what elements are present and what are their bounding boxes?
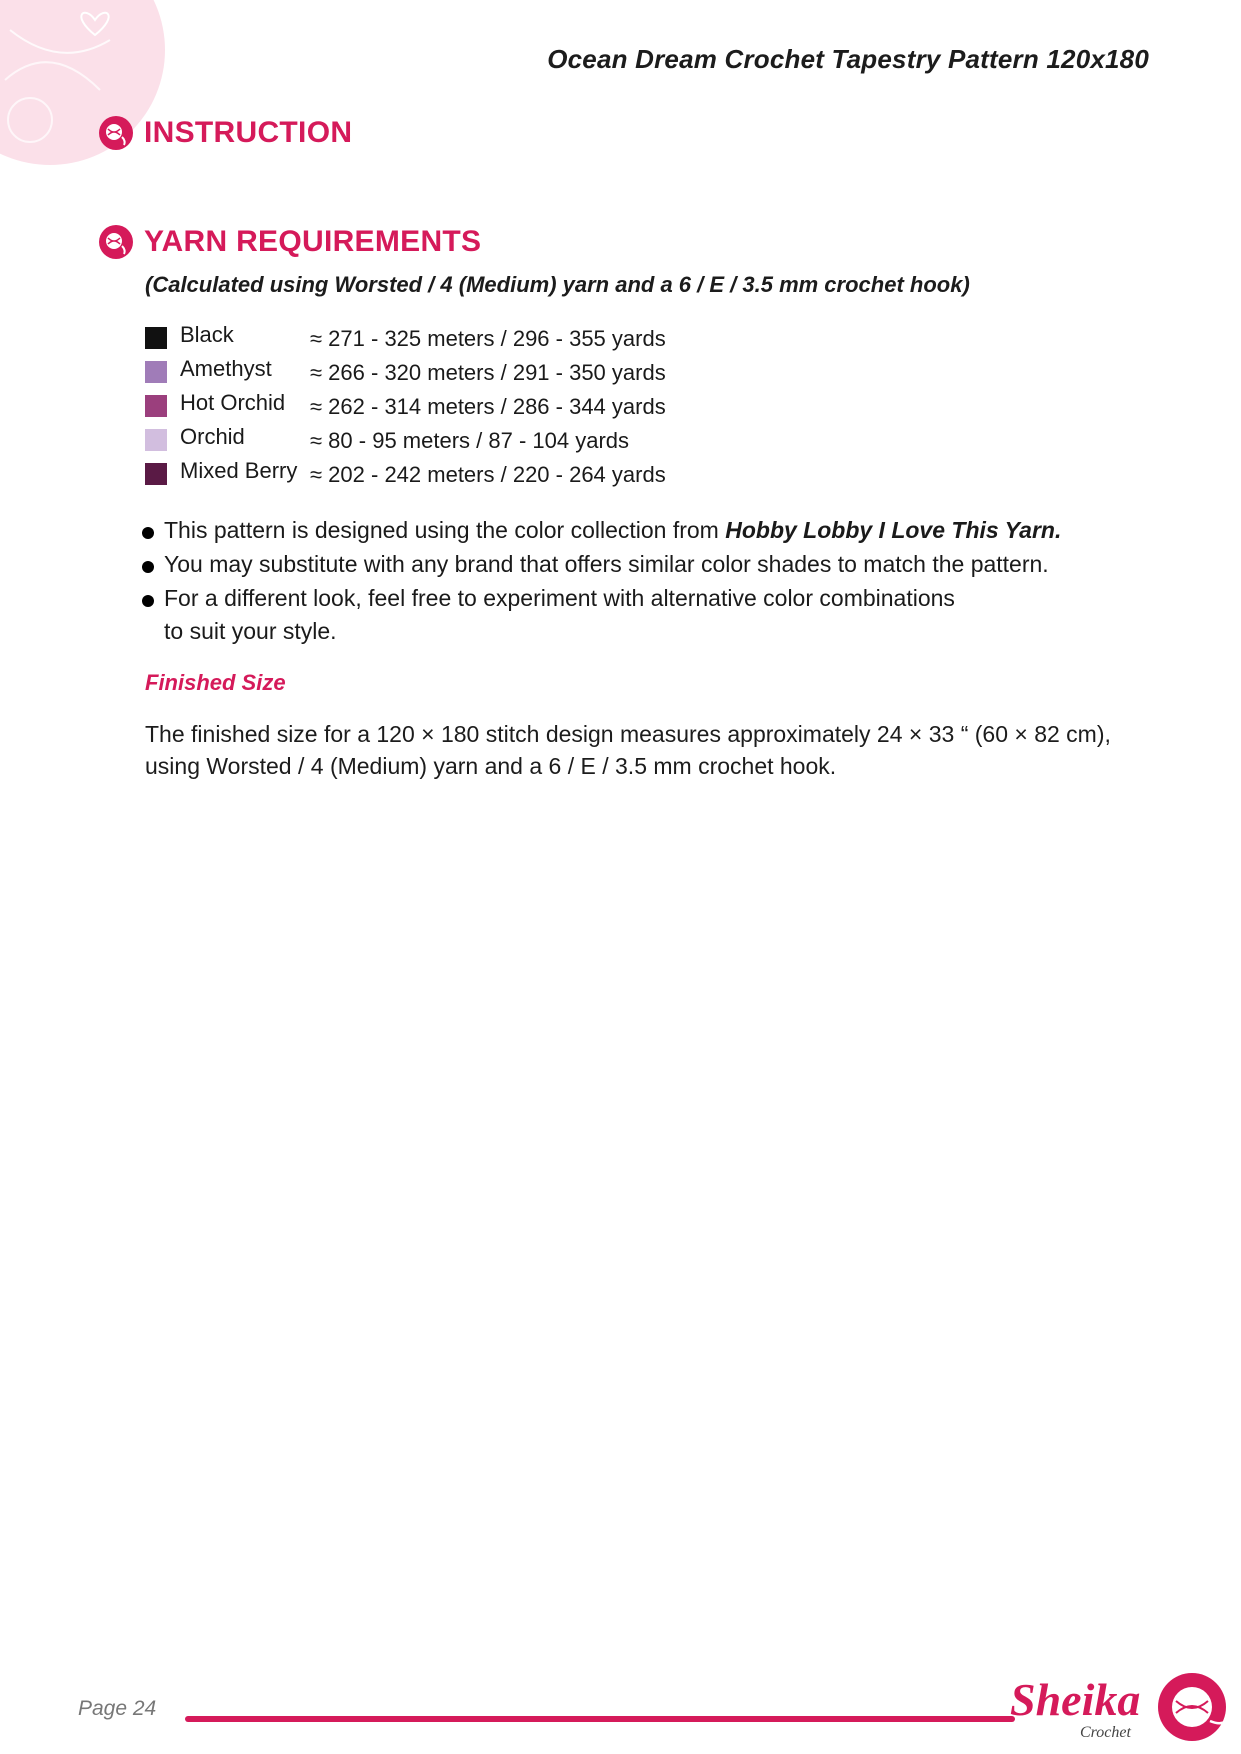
yarn-amount: ≈ 271 - 325 meters / 296 - 355 yards <box>310 326 666 351</box>
yarn-ball-icon <box>98 224 134 260</box>
yarn-ball-icon <box>98 115 134 151</box>
color-swatch <box>145 327 167 349</box>
yarn-name: Black <box>180 322 234 347</box>
list-item <box>140 548 1140 581</box>
bullet-text-continued: to suit your style. <box>164 618 337 644</box>
yarn-name: Hot Orchid <box>180 390 286 415</box>
yarn-requirements-heading <box>98 224 481 260</box>
yarn-row-black <box>145 322 845 356</box>
color-swatch <box>145 463 167 485</box>
bullet-text: You may substitute with any brand that offers similar color shades to match the pattern. <box>164 551 1049 577</box>
yarn-row-orchid <box>145 424 845 458</box>
finished-size-line: using Worsted / 4 (Medium) yarn and a 6 / E / 3.5 mm crochet hook. <box>145 753 837 779</box>
bullet-text: For a different look, feel free to experiment with alternative color combinations <box>164 585 955 611</box>
yarn-row-amethyst <box>145 356 845 390</box>
yarn-amount: ≈ 202 - 242 meters / 220 - 264 yards <box>310 462 666 487</box>
logo-sub: Crochet <box>1080 1724 1131 1741</box>
yarn-name: Mixed Berry <box>180 458 298 483</box>
brand-logo <box>1010 1665 1240 1745</box>
instruction-title: INSTRUCTION <box>144 116 353 149</box>
color-swatch <box>145 429 167 451</box>
yarn-requirements-title: YARN REQUIREMENTS <box>144 225 482 258</box>
yarn-amount: ≈ 262 - 314 meters / 286 - 344 yards <box>310 394 666 419</box>
yarn-amount: ≈ 80 - 95 meters / 87 - 104 yards <box>310 428 629 453</box>
list-item <box>140 582 1140 648</box>
finished-size-title: Finished Size <box>145 670 286 695</box>
bullet-icon <box>142 561 154 573</box>
bullet-text: This pattern is designed using the color collection from <box>164 517 726 543</box>
color-swatch <box>145 395 167 417</box>
footer-divider <box>185 1716 1015 1722</box>
document-title: Ocean Dream Crochet Tapestry Pattern 120x180 <box>547 44 1149 74</box>
bullet-icon <box>142 595 154 607</box>
calculation-note: (Calculated using Worsted / 4 (Medium) yarn and a 6 / E / 3.5 mm crochet hook) <box>145 272 970 297</box>
yarn-name: Orchid <box>180 424 245 449</box>
finished-size-body <box>145 718 1155 782</box>
finished-size-line: The finished size for a 120 × 180 stitch design measures approximately 24 × 33 “ (60 × 82 cm), <box>145 721 1111 747</box>
yarn-name: Amethyst <box>180 356 272 381</box>
yarn-amount: ≈ 266 - 320 meters / 291 - 350 yards <box>310 360 666 385</box>
notes-list <box>140 514 1140 649</box>
page-number: Page 24 <box>78 1697 157 1720</box>
yarn-list <box>145 322 845 492</box>
list-item <box>140 514 1140 547</box>
yarn-row-hot-orchid <box>145 390 845 424</box>
logo-word: Sheika <box>1010 1674 1141 1725</box>
yarn-row-mixed-berry <box>145 458 845 492</box>
instruction-heading <box>98 115 352 151</box>
bullet-icon <box>142 527 154 539</box>
color-swatch <box>145 361 167 383</box>
brand-name: Hobby Lobby I Love This Yarn. <box>725 517 1062 543</box>
